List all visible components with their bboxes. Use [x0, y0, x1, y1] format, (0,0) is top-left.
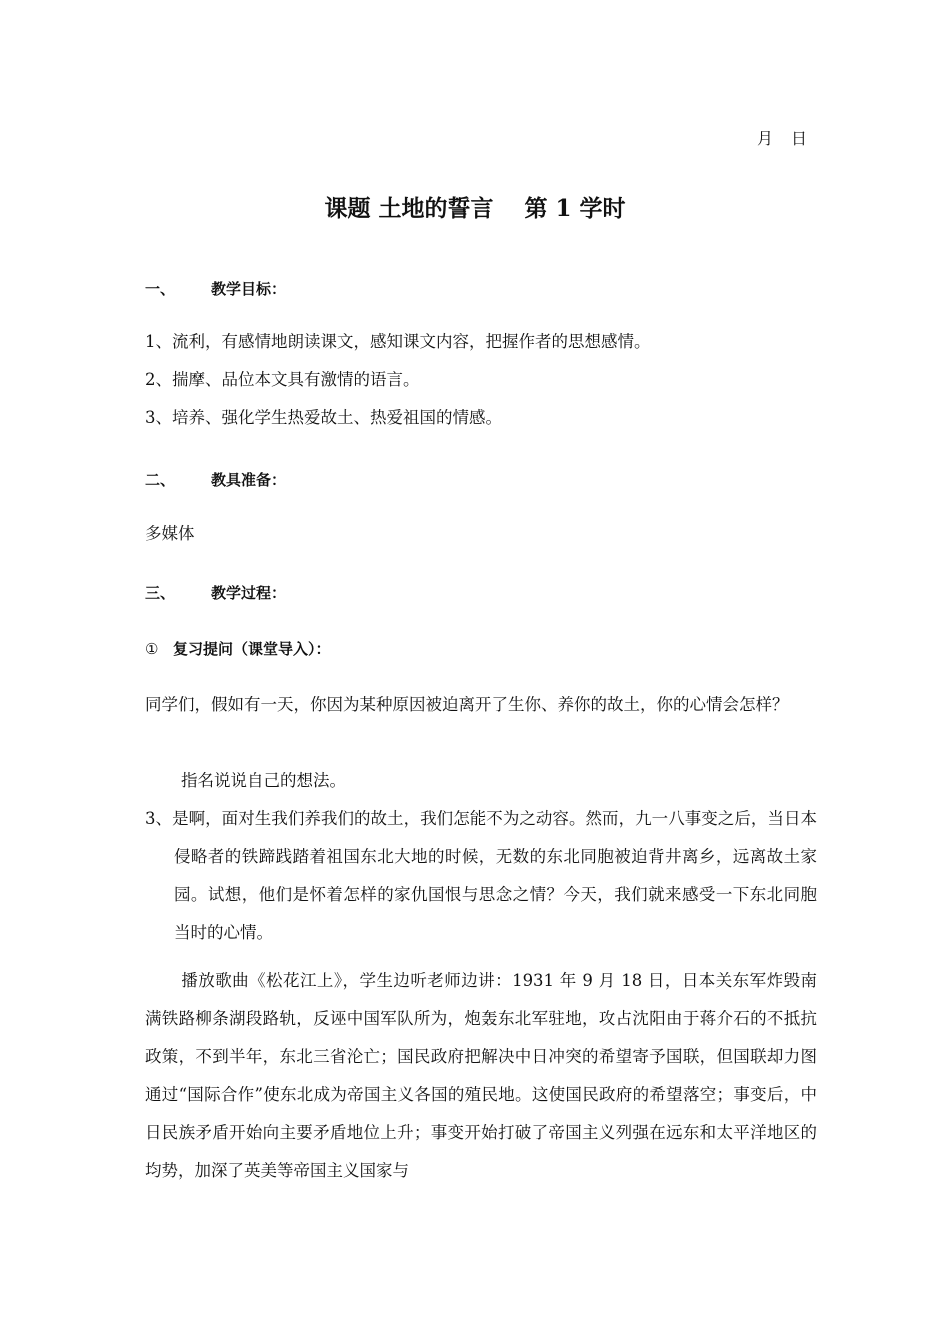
section-heading-goals — [145, 278, 286, 299]
paragraph-history: 播放歌曲《松花江上》，学生边听老师边讲：1931 年 9 月 18 日，日本关东军炸毁南满铁路柳条湖段路轨，反诬中国军队所为，炮轰东北军驻地，攻占沈阳由于蒋介石的不抵抗政策，不到半年，东北三省沦亡；国民政府把解决中日冲突的希望寄予国联，但国联却力图通过“国际合作”使东北成为帝国主义各国的殖民地。这使国民政府的希望落空；事变后，中日民族矛盾开始向主要矛盾地位上升；事变开始打破了帝国主义列强在远东和太平洋地区的均势，加深了英美等帝国主义国家与 — [145, 971, 817, 1180]
step-heading — [145, 638, 331, 659]
paragraph-instruction: 指名说说自己的想法。 — [181, 771, 346, 790]
section-heading-tools — [145, 469, 286, 490]
tools-text: 多媒体 — [145, 524, 195, 543]
step-label: 复习提问（课堂导入）： — [173, 640, 331, 658]
section-heading-process — [145, 582, 286, 603]
paragraph-question: 同学们，假如有一天，你因为某种原因被迫离开了生你、养你的故土，你的心情会怎样？ — [145, 695, 789, 714]
section-label: 教具准备： — [211, 471, 287, 489]
section-number: 一、 — [145, 280, 176, 298]
date-line: 月 日 — [756, 129, 808, 148]
section-label: 教学目标： — [211, 280, 287, 298]
goal-item-2: 2、揣摩、品位本文具有激情的语言。 — [145, 370, 420, 389]
goal-item-1: 1、流利，有感情地朗读课文，感知课文内容，把握作者的思想感情。 — [145, 332, 651, 351]
goal-item-3: 3、培养、强化学生热爱故土、热爱祖国的情感。 — [145, 408, 502, 427]
section-label: 教学过程： — [211, 584, 287, 602]
lesson-title: 课题 土地的誓言 第 1 学时 — [324, 195, 626, 222]
section-number: 二、 — [145, 471, 176, 489]
paragraph-numbered-3: 3、是啊，面对生我们养我们的故土，我们怎能不为之动容。然而，九一八事变之后，当日本侵略者的铁蹄践踏着祖国东北大地的时候，无数的东北同胞被迫背井离乡，远离故土家园。试想，他们是怀着怎样的家仇国恨与思念之情？今天，我们就来感受一下东北同胞当时的心情。 — [145, 809, 817, 942]
section-number: 三、 — [145, 584, 176, 602]
step-number: ① — [145, 640, 159, 658]
